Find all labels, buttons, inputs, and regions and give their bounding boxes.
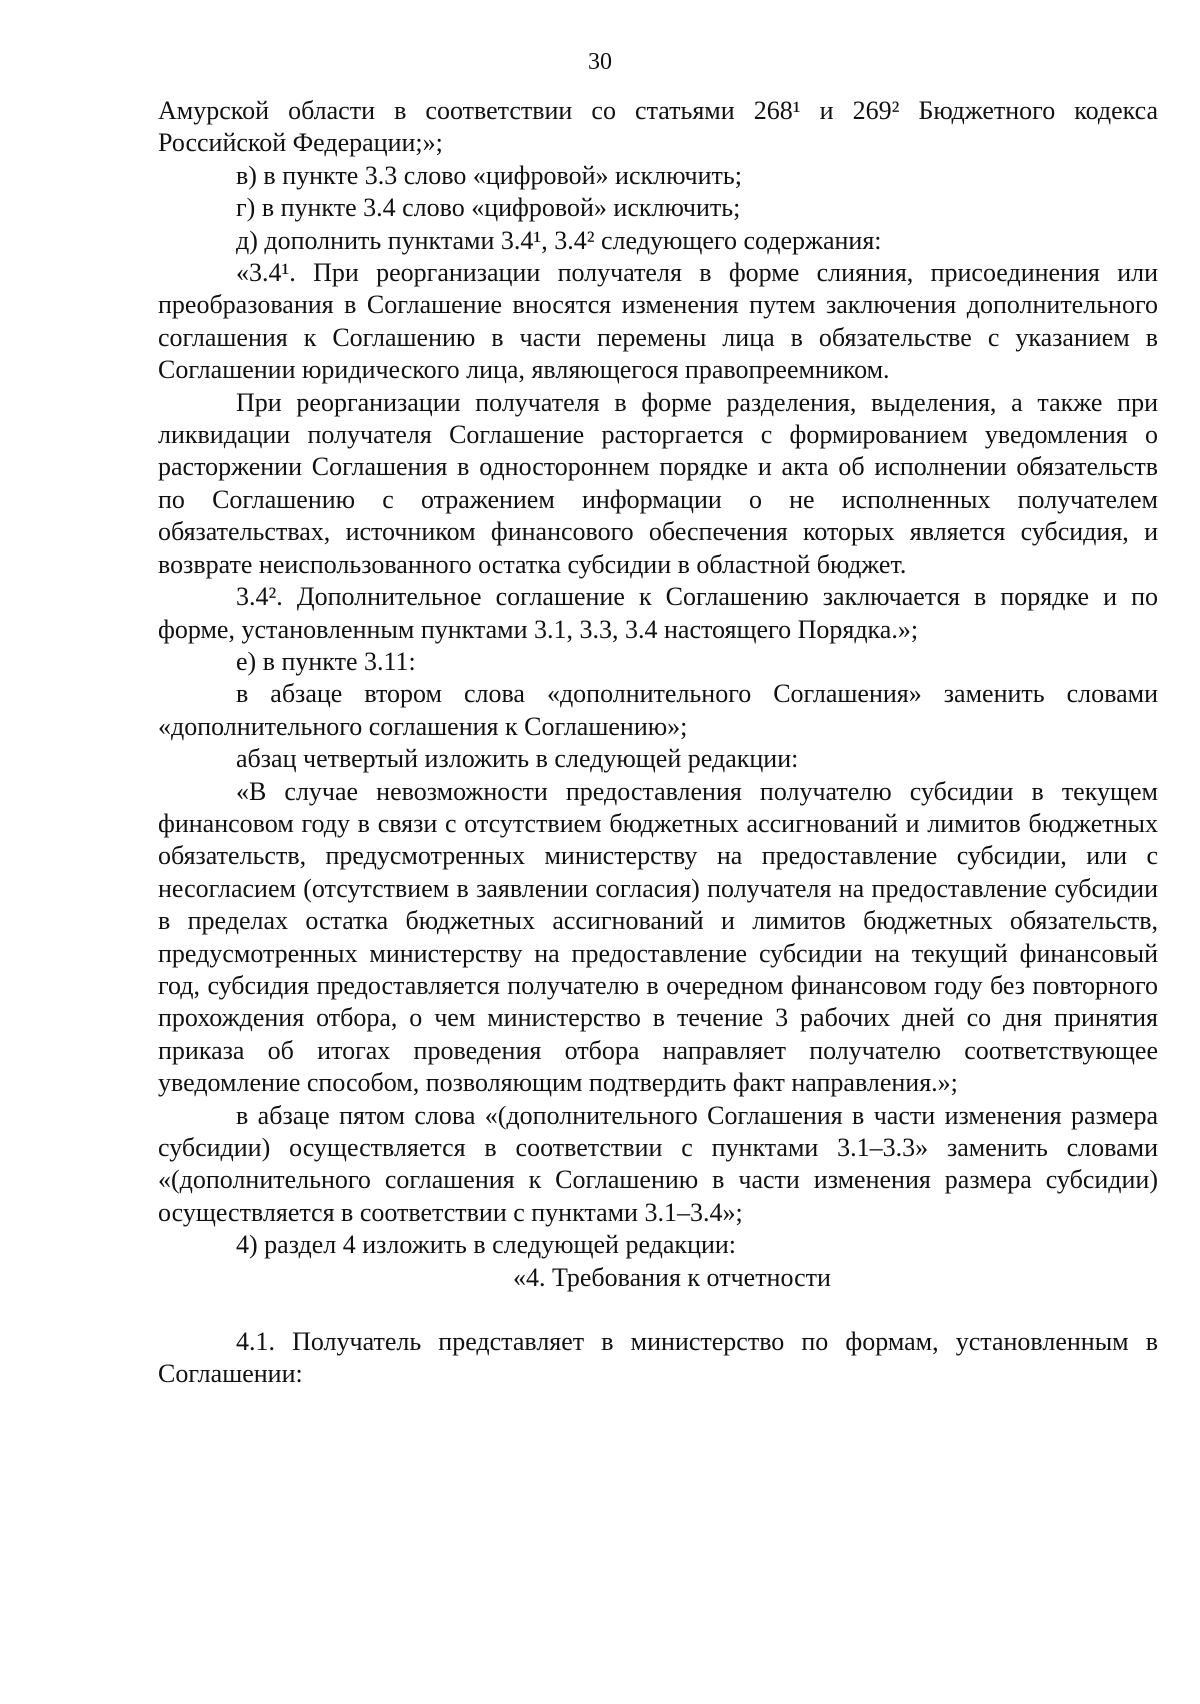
paragraph-clause-3-4-2: 3.4². Дополнительное соглашение к Соглашению заключается в порядке и по форме, установленным пунктами 3.1, 3.3, 3.4 настоящего Порядка.»; bbox=[158, 582, 1158, 644]
spacer bbox=[158, 1294, 1158, 1326]
paragraph-abzac-fifth: в абзаце пятом слова «(дополнительного Соглашения в части изменения размера субсидии) осуществляется в соответствии с пунктами 3.1–3.3» заменить словами «(дополнительного соглашения к Соглашению в части изменения размера субсидии) осуществляется в соответствии с пунктами 3.1–3.4»; bbox=[158, 1100, 1158, 1227]
paragraph-section-4: 4) раздел 4 изложить в следующей редакции: bbox=[236, 1230, 737, 1260]
paragraph-quoted-text: «В случае невозможности предоставления получателю субсидии в текущем финансовом году в связи с отсутствием бюджетных ассигнований и лимитов бюджетных обязательств, предусмотренных министерству на предоставление субсидии, или с несогласием (отсутствием в заявлении согласия) получателя на предоставление субсидии в пределах остатка бюджетных ассигнований и лимитов бюджетных обязательств, предусмотренных министерству на предоставление субсидии на текущий финансовый год, субсидия предоставляется получателю в очередном финансовом году без повторного прохождения отбора, о чем министерство в течение 3 рабочих дней со дня принятия приказа об итогах проведения отбора направляет получателю соответствующее уведомление способом, позволяющим подтвердить факт направления.»; bbox=[158, 776, 1158, 1098]
page-number: 30 bbox=[588, 49, 612, 75]
paragraph-item-e: е) в пункте 3.11: bbox=[236, 646, 416, 676]
paragraph-item-g: г) в пункте 3.4 слово «цифровой» исключить; bbox=[236, 193, 741, 223]
section-heading: «4. Требования к отчетности bbox=[513, 1262, 831, 1292]
paragraph-clause-3-4-1: «3.4¹. При реорганизации получателя в форме слияния, присоединения или преобразования в Соглашение вносятся изменения путем заключения дополнительного соглашения к Соглашению в части перемены лица в обязательстве с указанием в Соглашении юридического лица, являющегося правопреемником. bbox=[158, 258, 1158, 385]
paragraph-item-v: в) в пункте 3.3 слово «цифровой» исключить; bbox=[236, 160, 742, 190]
paragraph-continuation: Амурской области в соответствии со статьями 268¹ и 269² Бюджетного кодекса Российской Федерации;»; bbox=[158, 96, 1158, 158]
paragraph-clause-4-1: 4.1. Получатель представляет в министерство по формам, установленным в Соглашении: bbox=[158, 1327, 1158, 1389]
paragraph-item-d: д) дополнить пунктами 3.4¹, 3.4² следующего содержания: bbox=[236, 225, 882, 255]
paragraph-abzac-second: в абзаце втором слова «дополнительного Соглашения» заменить словами «дополнительного соглашения к Соглашению»; bbox=[158, 679, 1158, 741]
document-body bbox=[158, 95, 1158, 1391]
paragraph-reorganization: При реорганизации получателя в форме разделения, выделения, а также при ликвидации получателя Соглашение расторгается с формированием уведомления о расторжении Соглашения в одностороннем порядке и акта об исполнении обязательств по Соглашению с отражением информации о не исполненных получателем обязательствах, источником финансового обеспечения которых является субсидия, и возврате неиспользованного остатка субсидии в областной бюджет. bbox=[158, 387, 1158, 579]
paragraph-abzac-fourth: абзац четвертый изложить в следующей редакции: bbox=[236, 744, 799, 774]
